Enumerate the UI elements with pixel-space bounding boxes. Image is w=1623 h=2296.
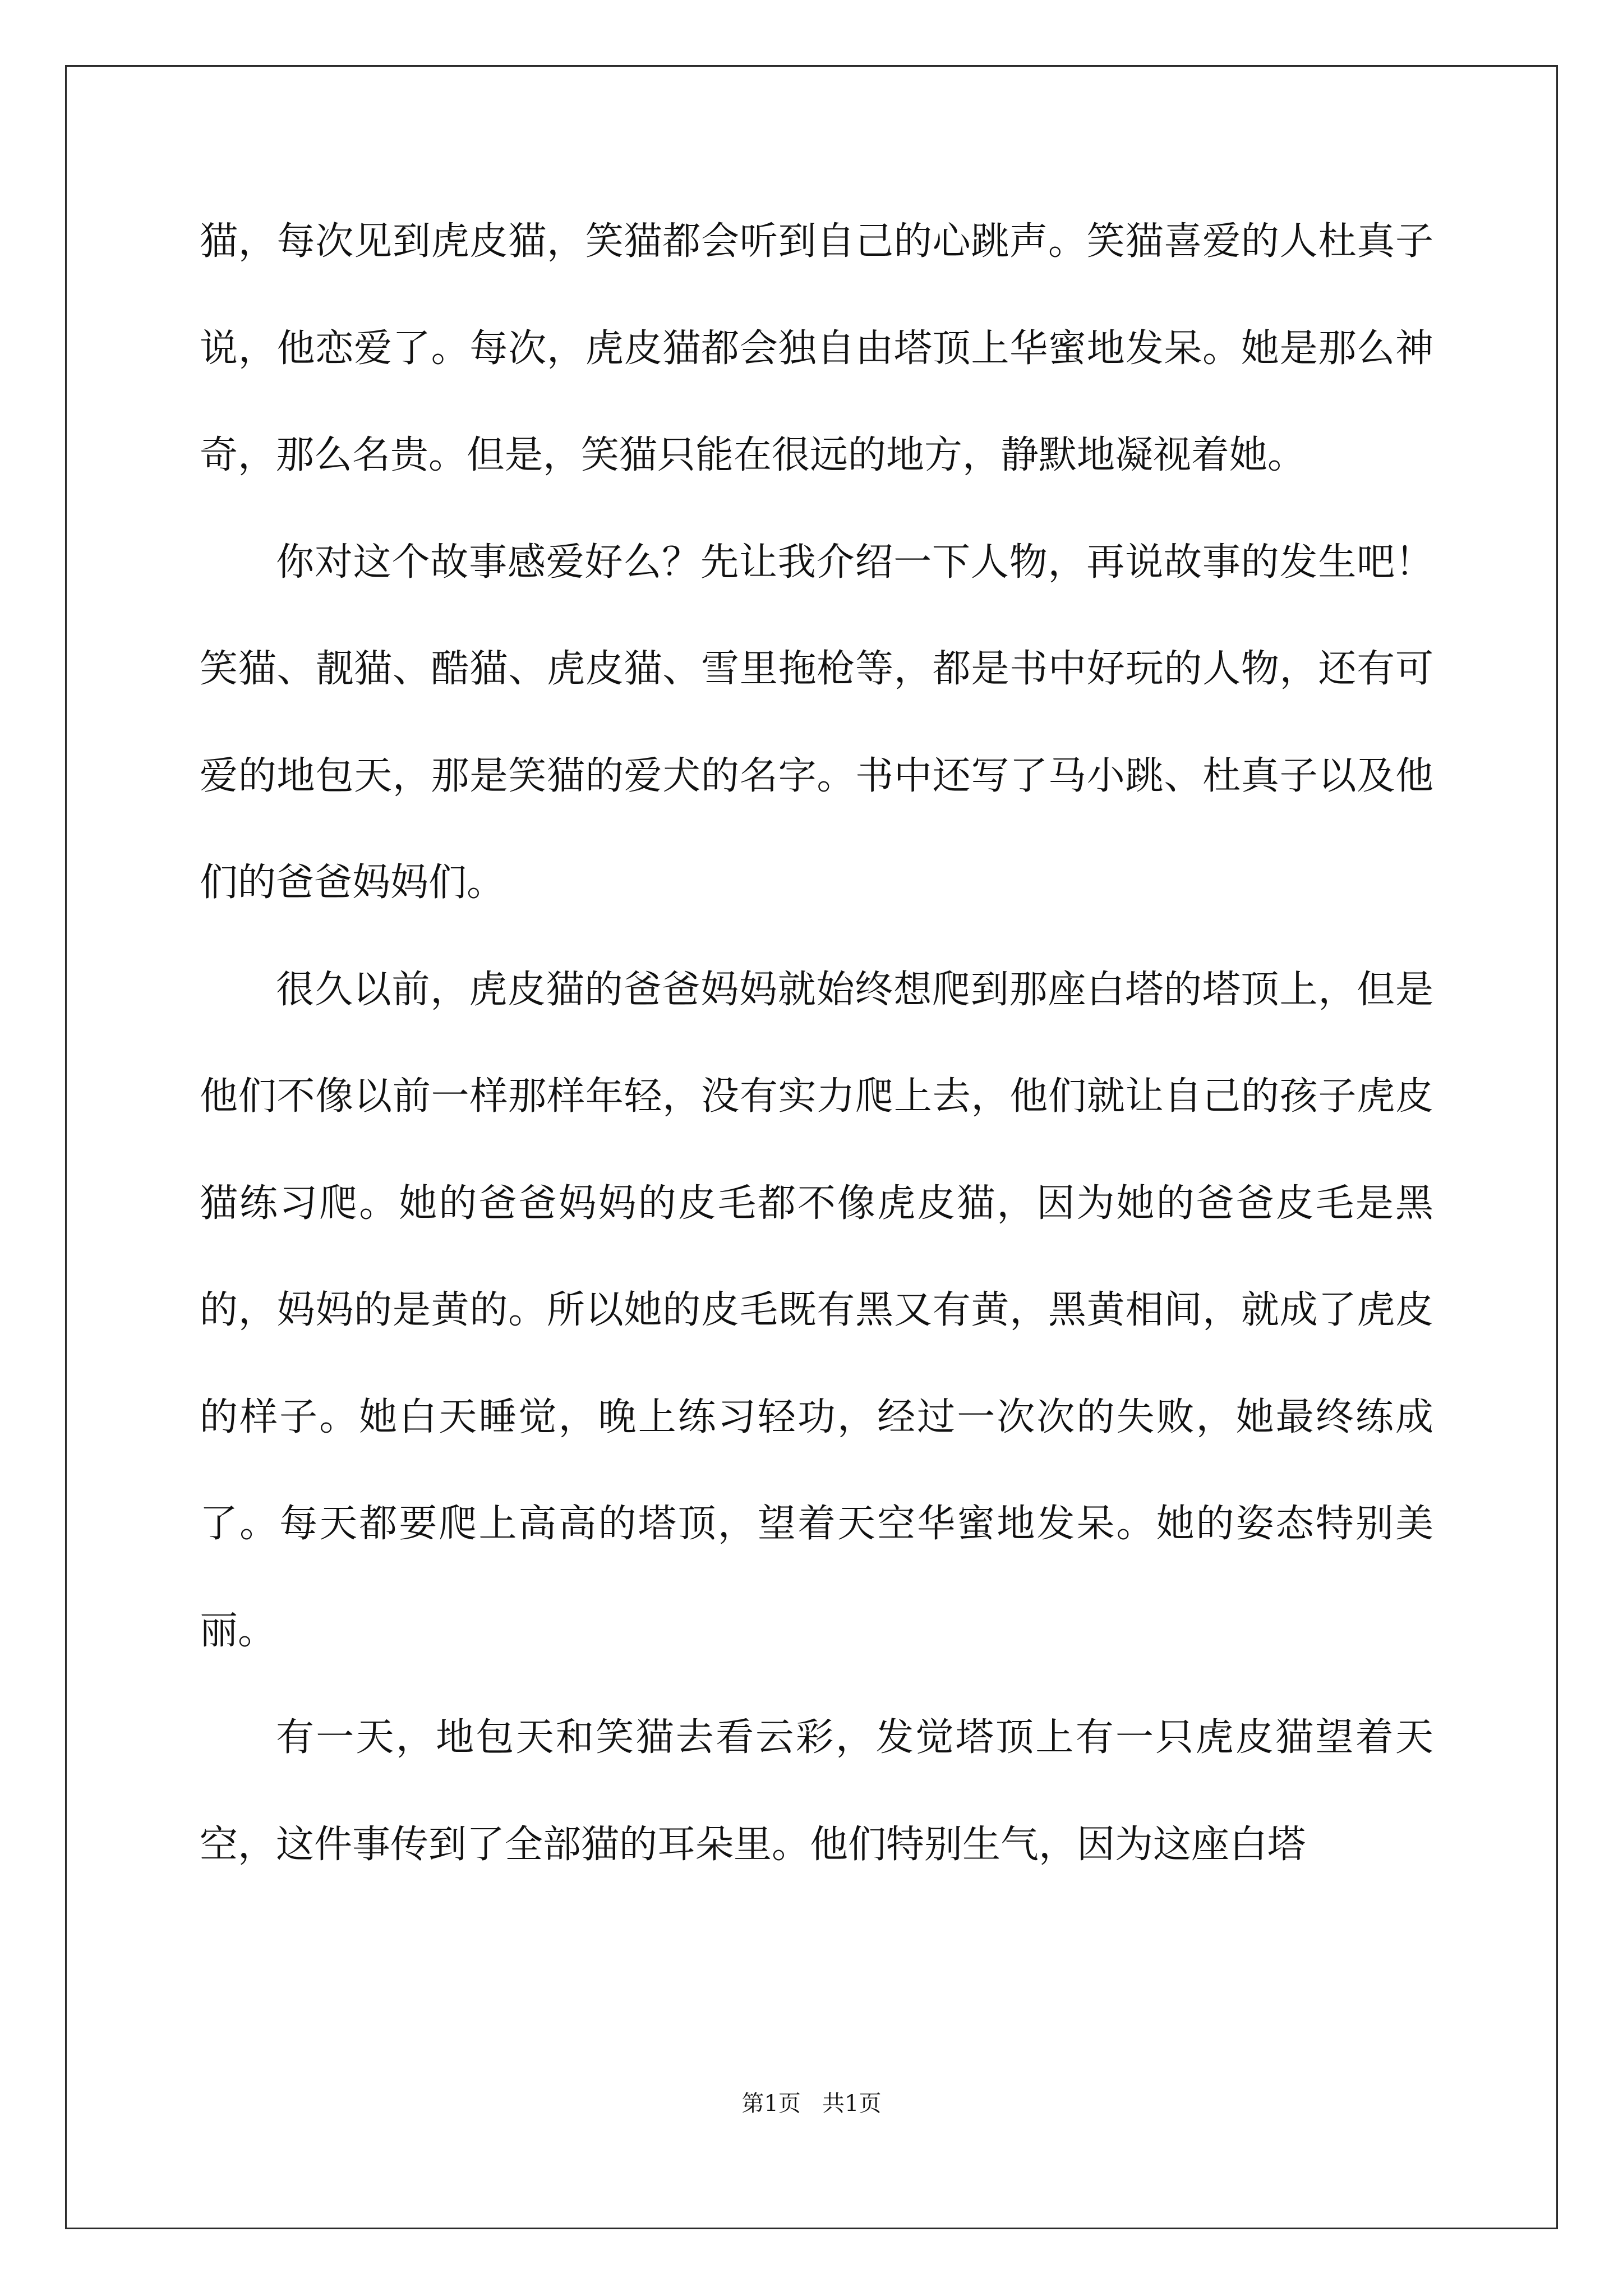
paragraph-2: 你对这个故事感爱好么？先让我介绍一下人物，再说故事的发生吧！笑猫、靓猫、酷猫、虎皮猫、雪里拖枪等，都是书中好玩的人物，还有可爱的地包天，那是笑猫的爱犬的名字。书中还写了马小跳、杜真子以及他们的爸爸妈妈们。: [200, 540, 1433, 905]
document-body: [200, 188, 1433, 1898]
paragraph-3: 很久以前，虎皮猫的爸爸妈妈就始终想爬到那座白塔的塔顶上，但是他们不像以前一样那样年轻，没有实力爬上去，他们就让自己的孩子虎皮猫练习爬。她的爸爸妈妈的皮毛都不像虎皮猫，因为她的爸爸皮毛是黑的，妈妈的是黄的。所以她的皮毛既有黑又有黄，黑黄相间，就成了虎皮的样子。她白天睡觉，晚上练习轻功，经过一次次的失败，她最终练成了。每天都要爬上高高的塔顶，望着天空华蜜地发呆。她的姿态特别美丽。: [200, 967, 1433, 1653]
page-footer: 第1页 共1页: [741, 2091, 882, 2116]
paragraph-1: 猫，每次见到虎皮猫，笑猫都会听到自己的心跳声。笑猫喜爱的人杜真子说，他恋爱了。每次，虎皮猫都会独自由塔顶上华蜜地发呆。她是那么神奇，那么名贵。但是，笑猫只能在很远的地方，静默地凝视着她。: [200, 219, 1433, 477]
paragraph-4: 有一天，地包天和笑猫去看云彩，发觉塔顶上有一只虎皮猫望着天空，这件事传到了全部猫的耳朵里。他们特别生气，因为这座白塔: [200, 1715, 1433, 1867]
